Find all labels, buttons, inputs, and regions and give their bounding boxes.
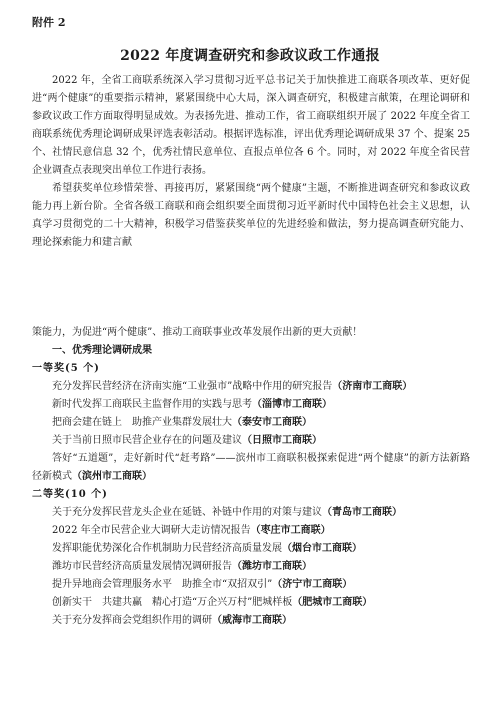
item-unit: （威海市工商联）: [212, 615, 292, 626]
attachment-label: 附件 2: [32, 16, 66, 29]
list-item: [32, 414, 470, 432]
item-unit: （泰安市工商联）: [232, 417, 312, 428]
list-item: [32, 378, 470, 396]
list-item: [32, 576, 470, 594]
list-item: [32, 594, 470, 612]
item-unit: （烟台市工商联）: [282, 543, 362, 554]
second-prize-heading: 二等奖(10 个): [32, 489, 108, 500]
item-unit: （潍坊市工商联）: [232, 561, 312, 572]
document-title: 2022 年度调查研究和参政议政工作通报: [120, 48, 380, 64]
list-item: [32, 504, 470, 522]
item-unit: （青岛市工商联）: [322, 507, 402, 518]
item-title: 发挥职能优势深化合作机制助力民营经济高质量发展: [52, 543, 282, 554]
item-unit: （济宁市工商联）: [272, 579, 353, 590]
list-item: [32, 396, 470, 414]
first-prize-heading: 一等奖(5 个): [32, 363, 100, 374]
item-unit: （滨州市工商联）: [72, 471, 152, 482]
item-title: 提升异地商会管理服务水平 助推全市“双招双引”: [52, 579, 273, 590]
item-title: 把商会建在链上 助推产业集群发展壮大: [52, 417, 232, 428]
list-item: [32, 558, 470, 576]
item-unit: （淄博市工商联）: [252, 399, 332, 410]
list-item: [32, 612, 470, 630]
continuation-section: [32, 324, 470, 630]
item-title: 充分发挥民营经济在济南实施“工业强市”战略中作用的研究报告: [52, 381, 333, 392]
item-title: 关于当前日照市民营企业存在的问题及建议: [52, 435, 242, 446]
list-item: [32, 450, 470, 486]
list-item: [32, 522, 470, 540]
item-title: 2022 年全市民营企业大调研大走访情况报告: [52, 525, 251, 536]
item-title: 潍坊市民营经济高质量发展情况调研报告: [52, 561, 232, 572]
intro-paragraph: 希望获奖单位珍惜荣誉、再接再厉，紧紧围绕“两个健康”主题，不断推进调查研究和参政议政能力再上新台阶。全省各级工商联和商会组织要全面贯彻习近平新时代中国特色社会主义思想，认真学习贯彻党的二十大精神，积极学习借鉴获奖单位的先进经验和做法，努力提高调查研究能力、理论探索能力和建言献: [32, 183, 470, 248]
item-title: 关于充分发挥商会党组织作用的调研: [52, 615, 212, 626]
section-heading: 一、优秀理论调研成果: [52, 345, 152, 356]
item-unit: （枣庄市工商联）: [250, 525, 331, 536]
intro-paragraph: 2022 年，全省工商联系统深入学习贯彻习近平总书记关于加快推进工商联各项改革、更好促进“两个健康”的重要指示精神，紧紧围绕中心大局，深入调查研究，积极建言献策，在理论调研和参政议政工作方面取得明显成效。为表扬先进、推动工作，省工商联组织开展了 2022 年度全省工商联系统优秀理论调研成果评选表彰活动。根据评选标准，评出优秀理论调研成果 37 个、提案 25 个、社情民意信息 32 个，优秀社情民意单位、直报点单位各 6 个。同时，对 2022 年度全省民营企业调查点表现突出单位工作进行表扬。: [32, 75, 470, 176]
continuation-paragraph: 策能力，为促进“两个健康”、推动工商联事业改革发展作出新的更大贡献！: [32, 327, 363, 338]
intro-section: [32, 72, 470, 252]
list-item: [32, 540, 470, 558]
item-title: 新时代发挥工商联民主监督作用的实践与思考: [52, 399, 252, 410]
item-title: 关于充分发挥民营龙头企业在延链、补链中作用的对策与建议: [52, 507, 322, 518]
item-unit: （济南市工商联）: [332, 381, 413, 392]
item-title: 创新实干 共建共赢 精心打造“万企兴万村”肥城样板: [52, 597, 293, 608]
item-unit: （日照市工商联）: [242, 435, 322, 446]
item-title: 答好“五道题”，走好新时代“赶考路”——滨州市工商联积极探索促进“两个健康”的新方法新路径新模式: [32, 453, 470, 482]
item-unit: （肥城市工商联）: [292, 597, 373, 608]
list-item: [32, 432, 470, 450]
